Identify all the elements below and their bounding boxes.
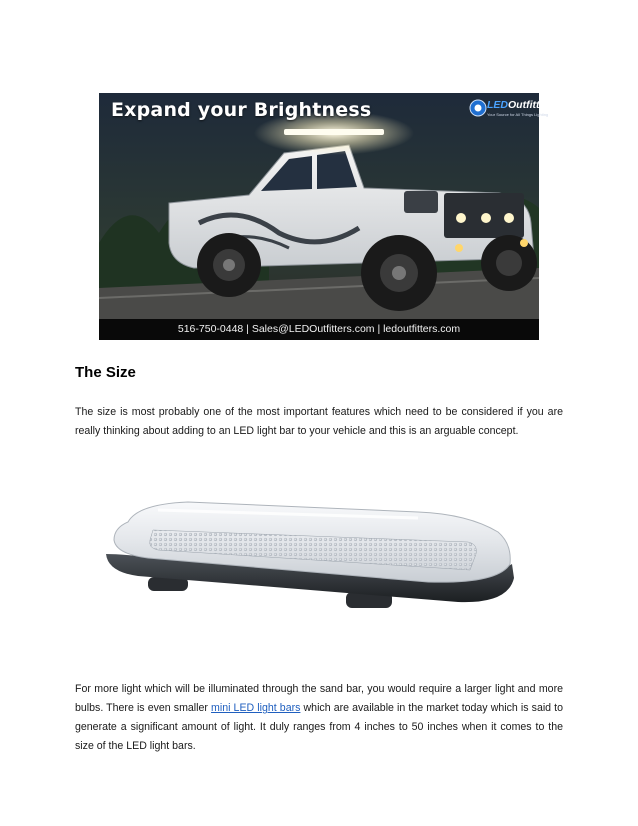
truck-illustration — [99, 93, 539, 340]
banner-contact-line: 516-750-0448 | Sales@LEDOutfitters.com | ledoutfitters.com — [99, 319, 539, 340]
paragraph-size-intro: The size is most probably one of the most important features which need to be considered if you are really thinking about adding to an LED light bar to your vehicle and this is an arguable concept. — [75, 406, 563, 437]
brand-tagline: Your Source for All Things Lighting — [487, 112, 549, 117]
gear-icon — [469, 99, 487, 117]
paragraph-size-details — [75, 680, 563, 756]
brand-logo — [469, 97, 556, 123]
mini-led-light-bar-image — [98, 492, 518, 622]
banner-title: Expand your Brightness — [111, 99, 372, 121]
brand-name: LEDOutfitters — [487, 99, 556, 111]
promo-banner-image — [99, 93, 556, 340]
section-heading: The Size — [75, 364, 136, 381]
mini-led-light-bars-link[interactable]: mini LED light bars — [211, 702, 301, 714]
paragraph-text-start: For more light which will be illuminated through the sand bar, you would require a larger light and more bulbs. There is even smaller — [75, 683, 563, 714]
paragraph-text-end: which are available in the market today which is said to generate a significant amount of light. It duly ranges from 4 inches to 50 inches when it comes to the size of the LED light bars. — [75, 702, 564, 752]
